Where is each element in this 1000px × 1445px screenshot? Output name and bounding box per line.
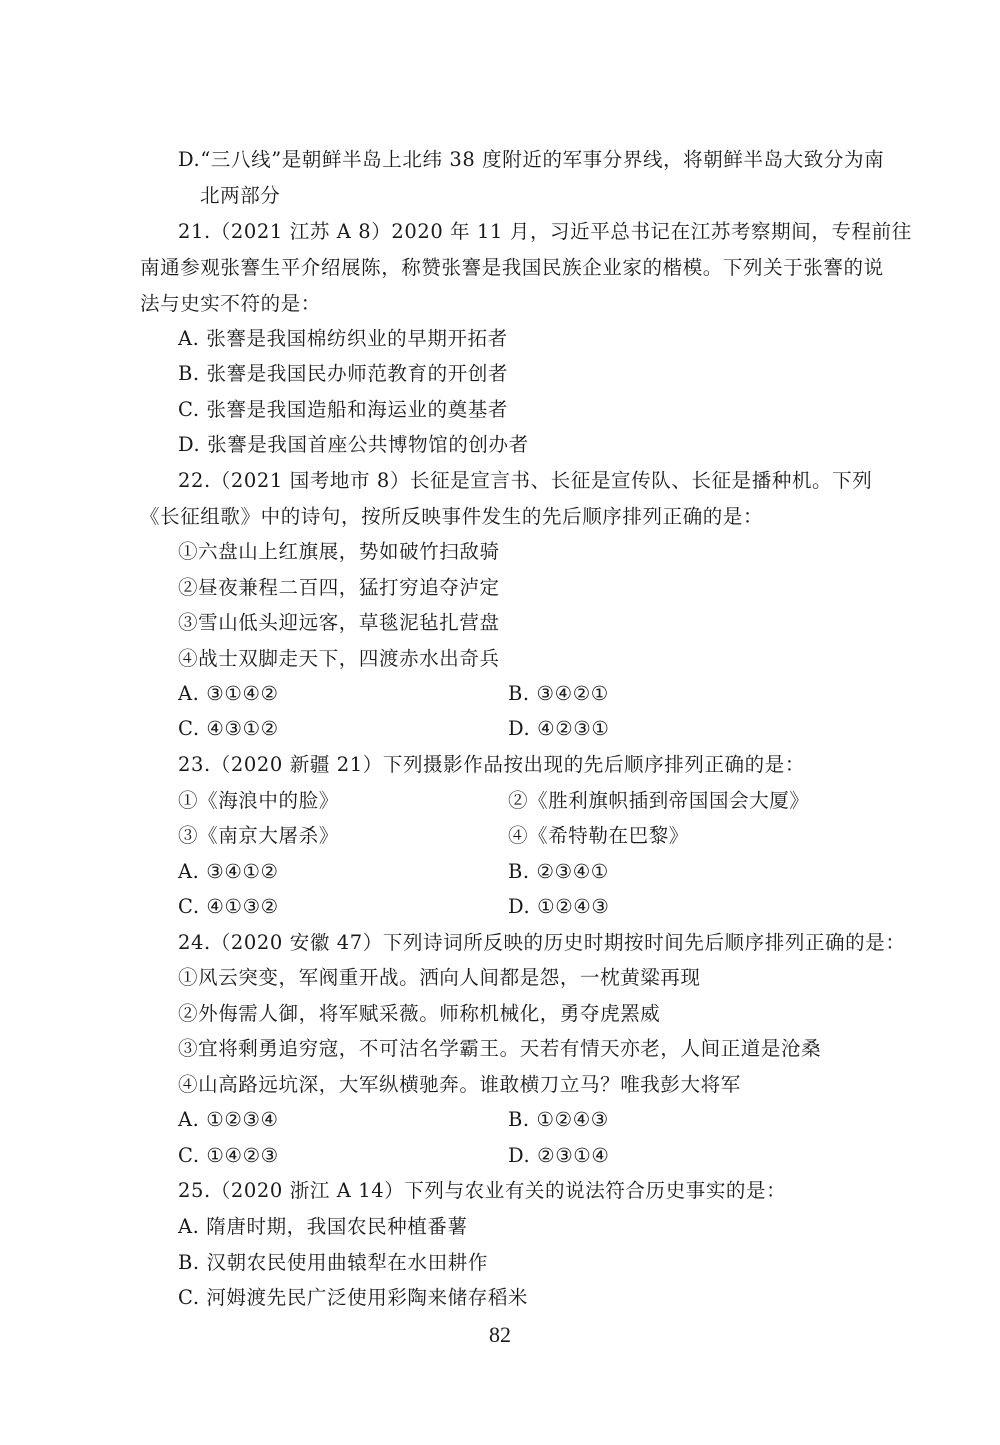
q24-item-1: ①风云突变，军阀重开战。洒向人间都是怨，一枕黄粱再现 xyxy=(178,966,701,989)
q23-option-d: D. ①②④③ xyxy=(508,895,610,918)
q24-stem: 24.（2020 安徽 47）下列诗词所反映的历史时期按时间先后顺序排列正确的是： xyxy=(178,931,906,954)
q22-option-b: B. ③④②① xyxy=(508,682,609,705)
q24-option-b: B. ①②④③ xyxy=(508,1108,609,1131)
q21-option-d: D. 张謇是我国首座公共博物馆的创办者 xyxy=(178,433,529,456)
q25-option-c: C. 河姆渡先民广泛使用彩陶来储存稻米 xyxy=(178,1286,529,1309)
q23-item-2: ②《胜利旗帜插到帝国国会大厦》 xyxy=(508,789,810,812)
q22-item-1: ①六盘山上红旗展，势如破竹扫敌骑 xyxy=(178,540,500,563)
q24-item-4: ④山高路远坑深，大军纵横驰奔。谁敢横刀立马？唯我彭大将军 xyxy=(178,1073,741,1096)
q22-item-2: ②昼夜兼程二百四，猛打穷追夺泸定 xyxy=(178,576,500,599)
q25-option-b: B. 汉朝农民使用曲辕犁在水田耕作 xyxy=(178,1251,488,1274)
q24-item-3: ③宜将剩勇追穷寇，不可沽名学霸王。天若有情天亦老，人间正道是沧桑 xyxy=(178,1037,822,1060)
q24-item-2: ②外侮需人御，将军赋采薇。师称机械化，勇夺虎罴威 xyxy=(178,1002,661,1025)
q23-stem: 23.（2020 新疆 21）下列摄影作品按出现的先后顺序排列正确的是： xyxy=(178,753,805,776)
q22-stem-line2: 《长征组歌》中的诗句，按所反映事件发生的先后顺序排列正确的是： xyxy=(140,505,764,528)
q23-option-b: B. ②③④① xyxy=(508,860,609,883)
q21-option-a: A. 张謇是我国棉纺织业的早期开拓者 xyxy=(178,327,508,350)
q23-item-1: ①《海浪中的脸》 xyxy=(178,789,339,812)
q25-option-a: A. 隋唐时期，我国农民种植番薯 xyxy=(178,1215,468,1238)
q25-stem: 25.（2020 浙江 A 14）下列与农业有关的说法符合历史事实的是： xyxy=(178,1179,787,1202)
q21-option-b: B. 张謇是我国民办师范教育的开创者 xyxy=(178,362,509,385)
q23-option-c: C. ④①③② xyxy=(178,895,279,918)
q20-option-d-line2: 北两部分 xyxy=(200,184,281,207)
q21-stem-line2: 南通参观张謇生平介绍展陈，称赞张謇是我国民族企业家的楷模。下列关于张謇的说 xyxy=(140,256,884,279)
q22-stem-line1: 22.（2021 国考地市 8）长征是宣言书、长征是宣传队、长征是播种机。下列 xyxy=(178,469,873,492)
q23-option-a: A. ③④①② xyxy=(178,860,279,883)
q22-item-4: ④战士双脚走天下，四渡赤水出奇兵 xyxy=(178,647,500,670)
q23-item-3: ③《南京大屠杀》 xyxy=(178,824,339,847)
q21-stem-line1: 21.（2021 江苏 A 8）2020 年 11 月，习近平总书记在江苏考察期间，专程前往 xyxy=(178,220,912,243)
q20-option-d-line1: D.“三八线”是朝鲜半岛上北纬 38 度附近的军事分界线，将朝鲜半岛大致分为南 xyxy=(178,148,885,171)
q24-option-a: A. ①②③④ xyxy=(178,1108,279,1131)
q21-option-c: C. 张謇是我国造船和海运业的奠基者 xyxy=(178,398,508,421)
q22-option-c: C. ④③①② xyxy=(178,717,279,740)
q22-option-d: D. ④②③① xyxy=(508,717,610,740)
q24-option-c: C. ①④②③ xyxy=(178,1144,279,1167)
q24-option-d: D. ②③①④ xyxy=(508,1144,610,1167)
q22-option-a: A. ③①④② xyxy=(178,682,279,705)
q22-item-3: ③雪山低头迎远客，草毯泥毡扎营盘 xyxy=(178,611,500,634)
q23-item-4: ④《希特勒在巴黎》 xyxy=(508,824,689,847)
q21-stem-line3: 法与史实不符的是： xyxy=(140,292,321,315)
page-number: 82 xyxy=(489,1322,511,1347)
